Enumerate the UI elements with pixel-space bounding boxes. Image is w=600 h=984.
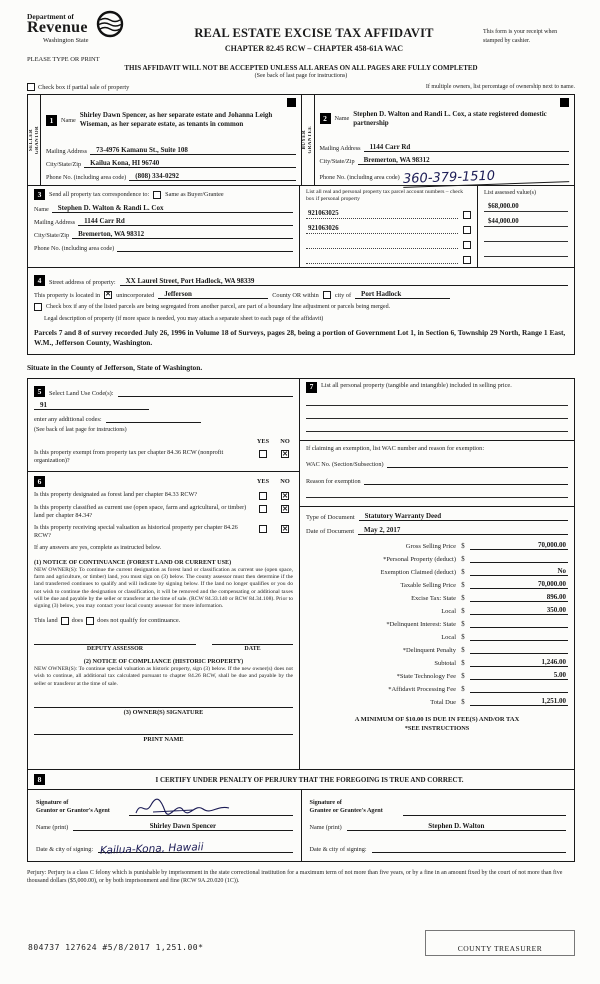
form-header — [27, 10, 575, 53]
grantor-side-label: GRANTOR — [34, 125, 40, 155]
assessed-value[interactable] — [484, 248, 568, 257]
seller-mailing-label: Mailing Address — [46, 148, 88, 156]
grantor-signature-scribble — [133, 798, 233, 818]
seller-phone-label: Phone No. (including area code) — [46, 174, 127, 182]
money-value[interactable]: 896.00 — [470, 593, 568, 602]
section-7-badge: 7 — [306, 382, 317, 393]
section-4-badge: 4 — [34, 275, 45, 286]
reason-value[interactable] — [364, 476, 568, 485]
owner-signature-line[interactable] — [34, 698, 293, 708]
print-name-label: PRINT NAME — [143, 735, 184, 743]
dollar-sign: $ — [461, 569, 465, 576]
grantor-signature-block — [28, 790, 301, 861]
section-8-badge: 8 — [34, 774, 45, 785]
corr-phone-value[interactable] — [117, 243, 293, 252]
money-label: Total Due — [430, 699, 456, 706]
street-address-label: Street address of property: — [49, 278, 116, 286]
dollar-sign: $ — [461, 634, 465, 641]
current-use-yes-checkbox[interactable] — [259, 505, 267, 513]
section-1-badge: 1 — [46, 115, 57, 126]
segregated-checkbox[interactable] — [34, 303, 42, 311]
money-value[interactable]: 70,000.00 — [470, 580, 568, 589]
corr-csz-label: City/State/Zip — [34, 232, 70, 240]
personal-property-checkbox[interactable] — [463, 256, 471, 264]
receipt-note: This form is your receipt when stamped by cashier. — [483, 29, 558, 44]
money-label: Subtotal — [434, 660, 456, 667]
assessed-values-header: List assessed value(s) — [484, 190, 536, 197]
dollar-sign: $ — [461, 595, 465, 602]
land-use-blank[interactable] — [118, 388, 293, 397]
property-address-section — [27, 268, 575, 355]
dollar-sign: $ — [461, 556, 465, 563]
assessed-value-row — [484, 248, 568, 257]
seller-side-strip — [28, 95, 41, 185]
money-label: Local — [441, 608, 456, 615]
seller-mailing-value[interactable]: 73-4976 Kamanu St., Suite 108 — [90, 146, 295, 155]
section-6-badge: 6 — [34, 476, 45, 487]
exemption-section — [300, 441, 574, 507]
money-value[interactable] — [470, 645, 568, 654]
located-in-label: This property is located in — [34, 291, 101, 299]
exempt-no-checkbox[interactable]: ✕ — [282, 449, 288, 458]
corr-mailing-value[interactable]: 1144 Carr Rd — [78, 217, 293, 226]
no-header: NO — [280, 478, 290, 486]
historic-no-checkbox[interactable]: ✕ — [282, 524, 288, 533]
grantor-date-city-area[interactable] — [98, 837, 292, 857]
correspondence-row — [27, 186, 575, 268]
personal-property-checkbox[interactable] — [463, 241, 471, 249]
exempt-yes-checkbox[interactable] — [259, 450, 267, 458]
title-block — [145, 10, 483, 53]
exemption-intro-label: If claiming an exemption, list WAC number and reason for exemption: — [306, 445, 485, 452]
logo-revenue-text: Revenue — [27, 19, 88, 36]
right-column — [300, 379, 574, 769]
parcel-numbers-header: List all real and personal property tax parcel account numbers – check box if personal property — [306, 189, 464, 203]
buyer-name-label: Name — [334, 115, 350, 123]
seller-phone-value[interactable]: (808) 334-0292 — [129, 172, 295, 181]
money-label: *Personal Property (deduct) — [383, 556, 456, 563]
city-of-label: city of — [334, 291, 352, 299]
dollar-sign: $ — [461, 660, 465, 667]
dollar-sign: $ — [461, 673, 465, 680]
city-value[interactable]: Port Hadlock — [355, 290, 450, 299]
unincorporated-label: unincorporated — [116, 291, 155, 299]
section-2-badge: 2 — [320, 113, 331, 124]
seller-csz-value[interactable]: Kailua Kona, HI 96740 — [84, 159, 295, 168]
buyer-csz-value[interactable]: Bremerton, WA 98312 — [358, 156, 569, 165]
seller-ownership-mark — [287, 98, 296, 107]
assessed-value-row — [484, 203, 568, 212]
parcel-numbers-column — [300, 186, 478, 267]
parcel-row — [306, 240, 471, 249]
seller-name-label: Name — [61, 116, 76, 124]
date-city-label: Date & city of signing: — [309, 845, 367, 853]
yes-header: YES — [256, 478, 270, 486]
notice-compliance-title: (2) NOTICE OF COMPLIANCE (HISTORIC PROPERTY) — [83, 657, 244, 665]
corr-mailing-label: Mailing Address — [34, 219, 76, 227]
seller-name-value[interactable]: Shirley Dawn Spencer, as her separate estate and Johanna Leigh Wiseman, as her separate estate, as tenants in common — [79, 111, 273, 129]
exempt-question: Is this property exempt from property tax per chapter 84.36 RCW (nonprofit organization)? — [34, 449, 224, 465]
county-or-label: County OR within — [272, 291, 319, 299]
land-use-label: Select Land Use Code(s): — [49, 390, 114, 397]
notice-continuance-body: NEW OWNER(S): To continue the current designation as forest land or classification as current use (open space, farm and agriculture, or timber) land, you must sign on (3) below. The county assessor must then determine if the land transferred continues to qualify and will indicate by signing below. If the land no longer qualifies or you do not wish to continue the designation or classification, it will be removed and the compensating or additional taxes will be due and payable by the seller or transferor at the time of sale. (RCW 84.33.140 or RCW 84.34.108). Prior to signing (3) below, you may contact your local county assessor for more information. — [34, 566, 293, 610]
unincorporated-checkbox[interactable]: ✕ — [105, 290, 112, 299]
signature-of-label: Signature of — [309, 799, 342, 806]
form-chapter: CHAPTER 82.45 RCW – CHAPTER 458-61A WAC — [224, 44, 404, 53]
land-use-code-value[interactable]: 91 — [34, 401, 149, 410]
middle-two-column — [27, 378, 575, 770]
assessed-value[interactable]: $68,000.00 — [484, 203, 568, 212]
historic-question: Is this property receiving special valuation as historical property per chapter 84.26 RCW? — [34, 524, 238, 540]
partial-sale-row — [27, 83, 575, 91]
grantor-printed-name[interactable]: Shirley Dawn Spencer — [73, 822, 292, 831]
buyer-ownership-mark — [560, 98, 569, 107]
does-not-qualify-checkbox[interactable] — [86, 617, 94, 625]
money-value[interactable] — [470, 554, 568, 563]
buyer-side-label: BUYER — [302, 130, 307, 150]
forest-yes-checkbox[interactable] — [259, 492, 267, 500]
owners-signature-label: (3) OWNER(S) SIGNATURE — [123, 708, 204, 716]
corr-name-value[interactable]: Stephen D. Walton & Randi L. Cox — [52, 204, 293, 213]
money-value[interactable] — [470, 619, 568, 628]
date-city-label: Date & city of signing: — [36, 845, 94, 853]
land-use-section — [28, 379, 299, 472]
money-label: Taxable Selling Price — [400, 582, 456, 589]
dollar-sign: $ — [461, 647, 465, 654]
deputy-assessor-label: DEPUTY ASSESSOR — [86, 645, 144, 652]
assessed-value-row — [484, 218, 568, 227]
grantee-signature-area[interactable] — [403, 800, 567, 816]
parties-row — [27, 94, 575, 186]
logo-dept-text: Department of — [27, 12, 74, 21]
money-value[interactable]: 1,251.00 — [470, 697, 568, 706]
tax-correspondence-section — [28, 186, 300, 267]
wac-value[interactable] — [387, 459, 568, 468]
situate-line: Situate in the County of Jefferson, State of Washington. — [27, 363, 203, 372]
personal-property-section — [300, 379, 574, 441]
notice-compliance-body: NEW OWNER(S): To continue special valuation as historic property, sign (3) below. If the new owner(s) does not wish to continue, all additional tax calculated pursuant to chapter 84.26 RCW, shall be due and payable by the seller or transferor at the time of sale. — [34, 665, 293, 687]
blank-line[interactable] — [306, 406, 568, 419]
doc-date-label: Date of Document — [306, 528, 355, 535]
money-value[interactable] — [470, 632, 568, 641]
deputy-assessor-sign-line[interactable] — [34, 635, 196, 645]
see-back-note: (See back of last page for instructions) — [254, 73, 348, 79]
additional-codes-blank[interactable] — [106, 414, 201, 423]
name-print-label: Name (print) — [36, 823, 69, 831]
deputy-date-line[interactable] — [212, 635, 293, 645]
personal-property-checkbox[interactable] — [463, 226, 471, 234]
buyer-phone-handwritten-value[interactable]: 360-379-1510 — [403, 166, 570, 188]
certification-section — [27, 770, 575, 862]
seller-side-label: SELLER — [28, 129, 34, 152]
assessed-values-column — [478, 186, 574, 267]
current-use-question: Is this property classified as current use (open space, farm and agricultural, or timber) land per chapter 84.34? — [34, 504, 247, 520]
buyer-phone-label: Phone No. (including area code) — [319, 174, 400, 182]
section-3-badge: 3 — [34, 189, 45, 200]
personal-property-checkbox[interactable] — [463, 211, 471, 219]
money-label: Excise Tax: State — [411, 595, 456, 602]
additional-codes-label: enter any additional codes: — [34, 416, 102, 423]
does-label: does — [71, 617, 84, 625]
grantee-date-city-area[interactable] — [372, 837, 566, 853]
money-label: *State Technology Fee — [396, 673, 456, 680]
partial-sale-label: Check box if partial sale of property — [38, 83, 130, 91]
blank-line[interactable] — [306, 419, 568, 432]
partial-sale-checkbox[interactable] — [27, 83, 35, 91]
multiple-owners-note: If multiple owners, list percentage of ownership next to name. — [425, 84, 575, 90]
parcel-row — [306, 210, 471, 219]
city-of-checkbox[interactable] — [323, 291, 331, 299]
money-value[interactable]: 350.00 — [470, 606, 568, 615]
seller-section — [28, 95, 301, 185]
see-instructions-note: *SEE INSTRUCTIONS — [404, 725, 470, 732]
dollar-sign: $ — [461, 621, 465, 628]
county-value[interactable]: Jefferson — [158, 290, 268, 299]
cashier-stamp: 804737 127624 #5/8/2017 1,251.00* — [28, 943, 204, 952]
parcel-number-value[interactable] — [306, 240, 458, 249]
money-value[interactable] — [470, 684, 568, 693]
if-yes-note: If any answers are yes, complete as instructed below. — [34, 545, 162, 552]
grantor-date-city-handwritten: Kailua-Kona, Hawaii — [99, 840, 204, 857]
money-label: Local — [441, 634, 456, 641]
blank-line[interactable] — [306, 485, 568, 498]
assessed-value[interactable] — [484, 233, 568, 242]
money-label: *Affidavit Processing Fee — [388, 686, 456, 693]
this-land-label: This land — [34, 617, 58, 625]
grantor-agent-label: Grantor or Grantor's Agent — [36, 807, 110, 815]
grantee-printed-name[interactable]: Stephen D. Walton — [347, 822, 566, 831]
doc-type-label: Type of Document — [306, 514, 355, 521]
street-address-value[interactable]: XX Laurel Street, Port Hadlock, WA 98339 — [120, 277, 568, 286]
forest-no-checkbox[interactable]: ✕ — [282, 491, 288, 500]
grantee-side-label: GRANTEE — [308, 126, 313, 154]
historic-yes-checkbox[interactable] — [259, 525, 267, 533]
money-label: Gross Selling Price — [405, 543, 456, 550]
parcel-row — [306, 255, 471, 264]
perjury-notice: Perjury: Perjury is a class C felony which is punishable by imprisonment in the state correctional institution for a maximum term of not more than five years, or by a fine in an amount fixed by the court of not more than five thousand dollars ($5,000.00), or by both imprisonment and fine (RCW 9A.20.020 (1C)). — [27, 869, 563, 885]
current-use-no-checkbox[interactable]: ✕ — [282, 504, 288, 513]
assessed-value-row — [484, 233, 568, 242]
signature-of-label: Signature of — [36, 799, 69, 806]
does-qualify-checkbox[interactable] — [61, 617, 69, 625]
money-value[interactable]: 5.00 — [470, 671, 568, 680]
dollar-sign: $ — [461, 699, 465, 706]
doc-type-value[interactable]: Statutory Warranty Deed — [359, 512, 568, 521]
parcel-row — [306, 225, 471, 234]
logo-state-text: Washington State — [43, 37, 89, 44]
grantor-signature-area[interactable] — [129, 800, 293, 816]
buyer-mailing-value[interactable]: 1144 Carr Rd — [364, 143, 569, 152]
form-title: REAL ESTATE EXCISE TAX AFFIDAVIT — [194, 26, 434, 40]
doc-date-value[interactable]: May 2, 2017 — [358, 526, 568, 535]
date-label: DATE — [244, 645, 261, 652]
dollar-sign: $ — [461, 543, 465, 550]
correspondence-intro-label: Send all property tax correspondence to: — [49, 191, 150, 199]
dollar-sign: $ — [461, 582, 465, 589]
dollar-sign: $ — [461, 686, 465, 693]
no-header: NO — [280, 438, 290, 446]
wac-label: WAC No. (Section/Subsection) — [306, 461, 384, 468]
name-print-label: Name (print) — [309, 823, 342, 831]
money-label: *Delinquent Penalty — [402, 647, 456, 654]
buyer-section — [301, 95, 575, 185]
dollar-sign: $ — [461, 608, 465, 615]
buyer-name-value[interactable]: Stephen D. Walton and Randi L. Cox, a state registered domestic partnership — [353, 109, 547, 127]
same-as-buyer-label: Same as Buyer/Grantee — [165, 191, 224, 199]
yes-header: YES — [256, 438, 270, 446]
see-back-note-2: (See back of last page for instructions) — [34, 427, 127, 433]
minimum-fee-note: A MINIMUM OF $10.00 IS DUE IN FEE(S) AND/OR TAX — [354, 716, 520, 723]
personal-property-label: List all personal property (tangible and intangible) included in selling price. — [321, 382, 512, 389]
buyer-csz-label: City/State/Zip — [319, 158, 355, 166]
segregated-label: Check box if any of the listed parcels are being segregated from another parcel, are part of a boundary line adjustment or parcels being merged. — [46, 303, 391, 310]
corr-phone-label: Phone No. (including area code) — [34, 245, 115, 253]
buyer-side-strip — [302, 95, 315, 185]
dor-emblem-icon — [95, 10, 125, 40]
corr-name-label: Name — [34, 206, 49, 214]
reason-label: Reason for exemption — [306, 478, 361, 485]
section-5-badge: 5 — [34, 386, 45, 397]
parcel-number-value[interactable]: 921063025 — [306, 210, 458, 219]
legal-description-label: Legal description of property (if more space is needed, you may attach a separate sheet to each page of the affidavit) — [44, 315, 324, 322]
money-label: Exemption Claimed (deduct) — [380, 569, 456, 576]
assessed-value[interactable]: $44,000.00 — [484, 218, 568, 227]
does-not-label: does not qualify for continuance. — [97, 617, 181, 625]
money-label: *Delinquent Interest: State — [386, 621, 456, 628]
dor-logo — [27, 10, 145, 53]
money-value[interactable]: 1,246.00 — [470, 658, 568, 667]
warning-line: THIS AFFIDAVIT WILL NOT BE ACCEPTED UNLESS ALL AREAS ON ALL PAGES ARE FULLY COMPLETED — [124, 64, 478, 72]
forest-land-section — [28, 472, 299, 749]
certify-statement: I CERTIFY UNDER PENALTY OF PERJURY THAT THE FOREGOING IS TRUE AND CORRECT. — [155, 775, 464, 784]
corr-csz-value[interactable]: Bremerton, WA 98312 — [72, 230, 293, 239]
notice-continuance-title: (1) NOTICE OF CONTINUANCE (FOREST LAND OR CURRENT USE) — [34, 558, 232, 566]
blank-line[interactable] — [306, 393, 568, 406]
print-name-line[interactable] — [34, 725, 293, 735]
forest-land-question: Is this property designated as forest land per chapter 84.33 RCW? — [34, 491, 198, 499]
grantee-signature-block — [301, 790, 575, 861]
parcel-number-value[interactable] — [306, 255, 458, 264]
money-value[interactable]: 70,000.00 — [470, 541, 568, 550]
seller-csz-label: City/State/Zip — [46, 161, 82, 169]
county-treasurer-box: COUNTY TREASURER — [425, 930, 575, 956]
same-as-buyer-checkbox[interactable] — [153, 191, 161, 199]
buyer-mailing-label: Mailing Address — [319, 145, 361, 153]
excise-tax-computation — [300, 535, 574, 706]
please-type-label: PLEASE TYPE OR PRINT — [27, 56, 100, 63]
legal-description-value[interactable]: Parcels 7 and 8 of survey recorded July 26, 1996 in Volume 18 of Surveys, pages 28, being a portion of Government Lot 1, in Section 6, Township 29 North, Range 1 East, W.M., Jefferson County, Washington. — [34, 328, 566, 348]
grantee-agent-label: Grantee or Grantee's Agent — [309, 807, 383, 815]
money-value[interactable]: No — [470, 567, 568, 576]
parcel-number-value[interactable]: 921063026 — [306, 225, 458, 234]
